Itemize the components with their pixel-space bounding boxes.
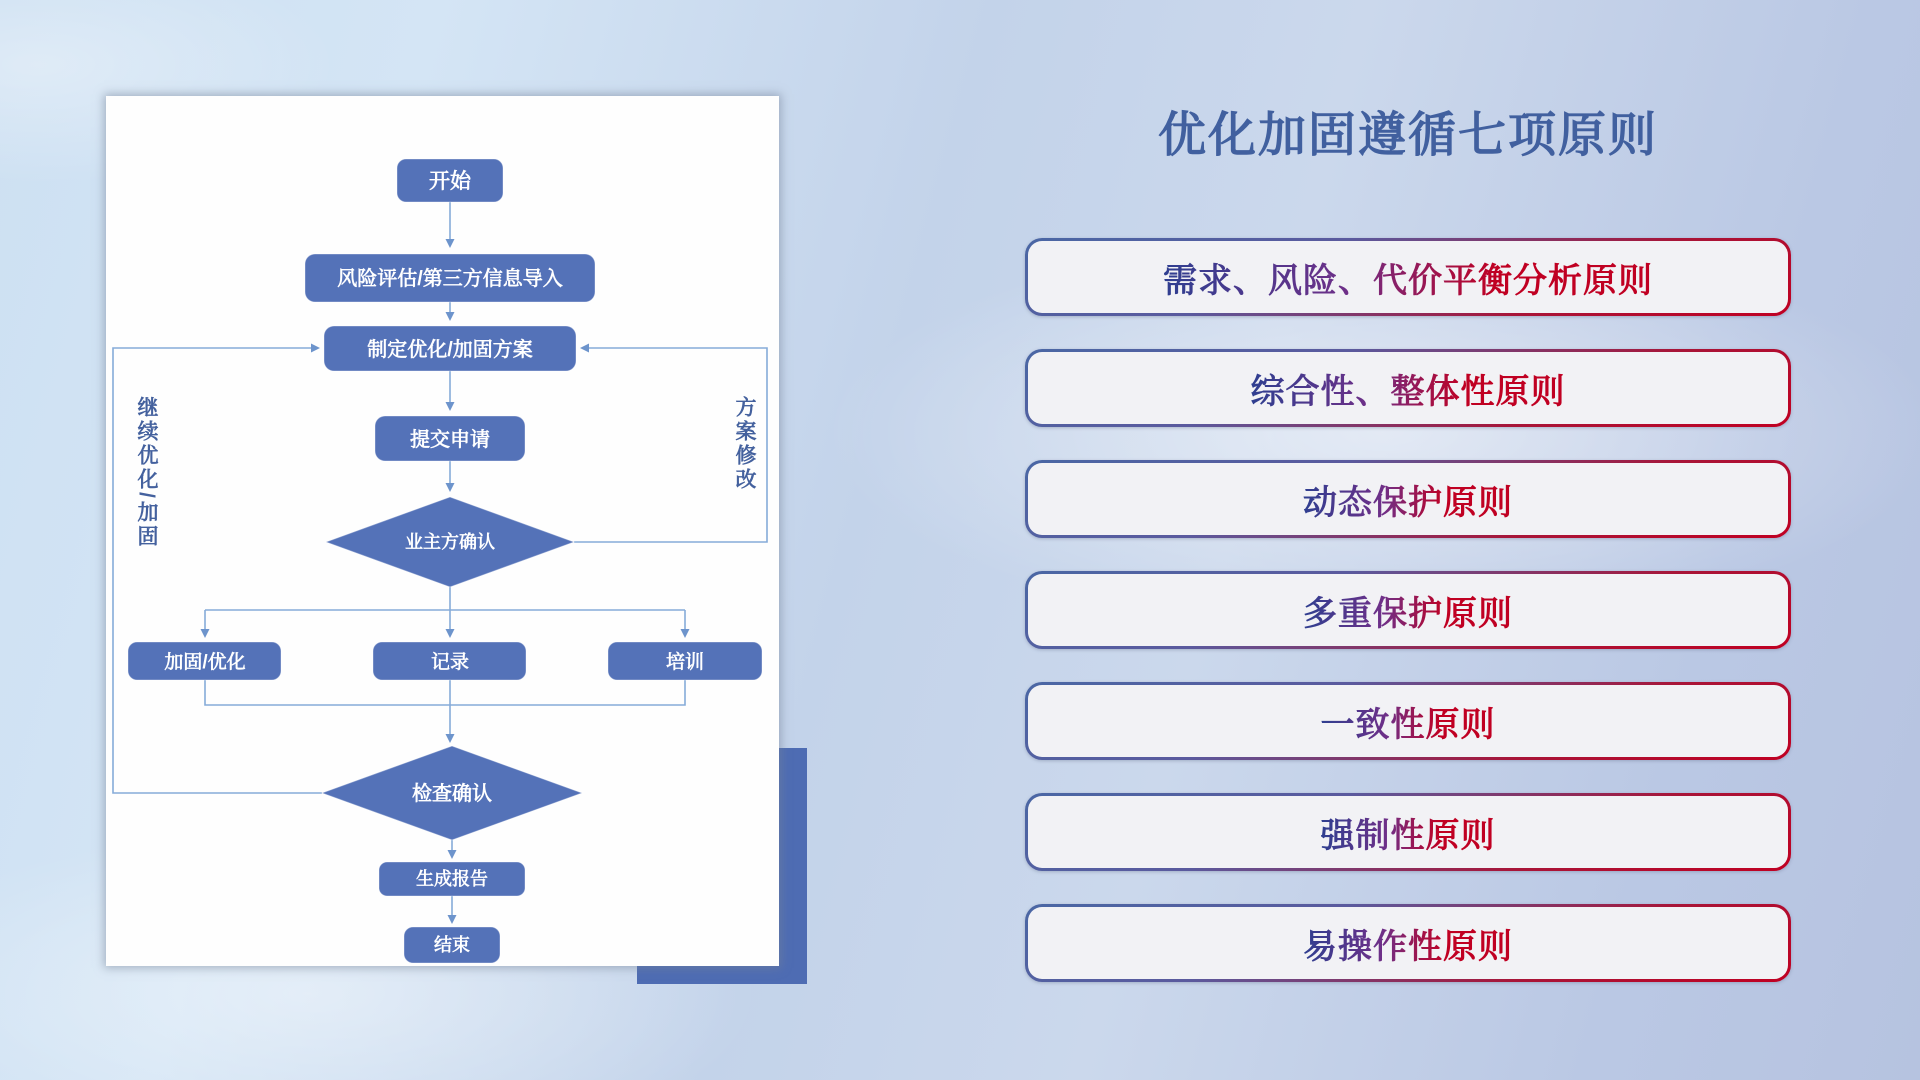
principle-label: 综合性、整体性原则	[1251, 364, 1566, 413]
node-risk-label: 风险评估/第三方信息导入	[337, 268, 563, 290]
loop-label-revise: 方案修改	[733, 396, 756, 492]
page-title: 优化加固遵循七项原则	[1157, 109, 1658, 162]
principle-item	[1025, 904, 1791, 982]
node-owner-confirm-label: 业主方确认	[405, 532, 495, 552]
node-plan-label: 制定优化/加固方案	[367, 339, 533, 361]
loop-label-continue: 继续优化/加固	[135, 396, 158, 549]
node-submit-label: 提交申请	[410, 429, 490, 451]
node-start-label: 开始	[429, 170, 471, 193]
merge-line	[205, 680, 685, 705]
principle-item	[1025, 460, 1791, 538]
principle-item	[1025, 238, 1791, 316]
principle-label: 多重保护原则	[1303, 586, 1513, 635]
node-check-confirm-label: 检查确认	[412, 783, 492, 805]
flowchart-svg	[106, 96, 779, 966]
principle-item	[1025, 682, 1791, 760]
node-report-label: 生成报告	[416, 869, 488, 889]
principle-label: 动态保护原则	[1303, 475, 1513, 524]
principle-label: 需求、风险、代价平衡分析原则	[1163, 253, 1653, 302]
principle-item	[1025, 571, 1791, 649]
node-reinforce-label: 加固/优化	[164, 652, 246, 673]
flowchart-card	[106, 96, 779, 966]
principle-label: 强制性原则	[1321, 808, 1496, 857]
principle-label: 一致性原则	[1321, 697, 1496, 746]
principle-item	[1025, 793, 1791, 871]
principle-item	[1025, 349, 1791, 427]
node-end-label: 结束	[434, 935, 470, 955]
node-record-label: 记录	[430, 652, 470, 673]
principle-label: 易操作性原则	[1303, 919, 1513, 968]
node-training-label: 培训	[665, 652, 705, 673]
principles-list	[1025, 238, 1791, 982]
